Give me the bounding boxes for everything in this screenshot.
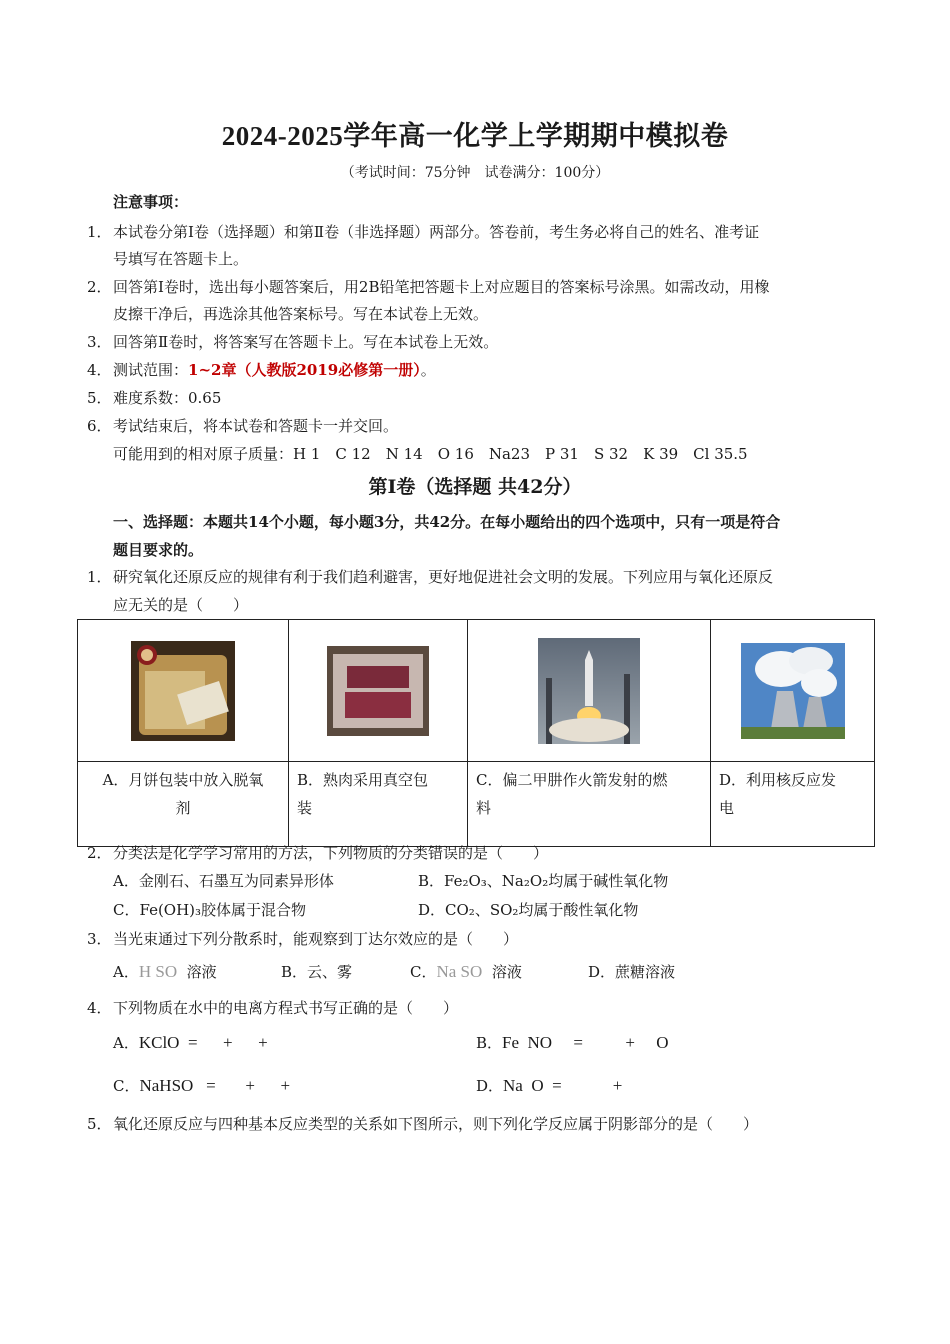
q4-option-b (476, 1032, 669, 1053)
option-label: A． (113, 963, 139, 981)
option-text: 溶液 (186, 963, 217, 981)
q2-option-b: B．Fe₂O₃、Na₂O₂均属于碱性氧化物 (418, 872, 669, 890)
question-stem: 下列物质在水中的电离方程式书写正确的是（ ） (113, 999, 459, 1017)
q1-image-cell-a (78, 620, 289, 762)
q2-option-a: A．金刚石、石墨互为同素异形体 (113, 872, 334, 890)
option-label: C． (113, 1077, 140, 1095)
notice-heading: 注意事项： (113, 193, 189, 211)
question-1-cont: 应无关的是（ ） (113, 596, 249, 614)
section-instructions-cont: 题目要求的。 (113, 541, 204, 559)
question-number: 4． (87, 999, 112, 1017)
q2-option-c: C．Fe(OH)₃胶体属于混合物 (113, 901, 307, 919)
question-4 (87, 997, 458, 1018)
page-title: 2024-2025学年高一化学上学期期中模拟卷 (221, 121, 729, 151)
question-stem: 分类法是化学学习常用的方法，下列物质的分类错误的是（ ） (113, 844, 549, 862)
question-number: 2． (87, 844, 112, 862)
atomic-masses: 可能用到的相对原子质量：H 1 C 12 N 14 O 16 Na23 P 31 S 32 K 39 Cl 35.5 (113, 445, 748, 463)
mooncake-package-image (131, 641, 235, 741)
question-number: 5． (87, 1115, 112, 1133)
option-line: A．月饼包装中放入脱氧 (102, 771, 264, 789)
q1-options-table (77, 619, 875, 847)
option-line: 剂 (175, 799, 191, 817)
notice-item-4 (87, 359, 436, 380)
formula: Na SO (436, 962, 483, 981)
q3-option-a (113, 961, 217, 982)
q1-option-d (711, 762, 875, 847)
item-line: 回答第Ⅰ卷时，选出每小题答案后，用2B铅笔把答题卡上对应题目的答案标号涂黑。如需改动，用橡 (113, 278, 770, 296)
question-1 (87, 566, 773, 587)
q1-image-cell-d (711, 620, 875, 762)
rocket-launch-image (538, 638, 640, 744)
notice-item-2-cont: 皮擦干净后，再选涂其他答案标号。写在本试卷上无效。 (113, 305, 489, 323)
item-number: 5． (87, 389, 112, 407)
q1-option-a (78, 762, 289, 847)
item-line: 本试卷分第Ⅰ卷（选择题）和第Ⅱ卷（非选择题）两部分。答卷前，考生务必将自己的姓名、准考证 (113, 223, 760, 241)
item-suffix: 。 (420, 361, 436, 379)
notice-item-3 (87, 331, 498, 352)
equation: NaHSO = + + (139, 1076, 291, 1095)
option-text: 溶液 (491, 963, 522, 981)
option-label: D． (476, 1077, 504, 1095)
notice-item-6 (87, 415, 398, 436)
q1-image-cell-b (289, 620, 468, 762)
option-line: B．熟肉采用真空包 (297, 771, 429, 789)
q1-option-b (289, 762, 468, 847)
item-number: 2． (87, 278, 112, 296)
question-stem: 当光束通过下列分散系时，能观察到丁达尔效应的是（ ） (113, 930, 519, 948)
option-line: D．利用核反应发 (719, 771, 837, 789)
q3-option-b: B．云、雾 (281, 963, 353, 981)
question-2 (87, 842, 548, 863)
notice-item-2 (87, 276, 770, 297)
question-stem: 氧化还原反应与四种基本反应类型的关系如下图所示，则下列化学反应属于阴影部分的是（ ） (113, 1115, 759, 1133)
question-5 (87, 1113, 758, 1134)
vacuum-meat-image (327, 646, 429, 736)
item-number: 3． (87, 333, 112, 351)
notice-item-1 (87, 221, 759, 242)
option-line: 电 (719, 799, 735, 817)
item-number: 6． (87, 417, 112, 435)
q1-image-cell-c (468, 620, 711, 762)
option-label: A． (113, 1034, 139, 1052)
formula: H SO (138, 962, 178, 981)
equation: Na O = + (503, 1076, 623, 1095)
item-line: 难度系数：0.65 (113, 389, 222, 407)
q3-option-c (410, 961, 522, 982)
test-scope: 1~2章（人教版2019必修第一册） (188, 361, 421, 379)
option-line: 装 (297, 799, 313, 817)
option-label: B． (476, 1034, 503, 1052)
question-number: 3． (87, 930, 112, 948)
option-label: C． (410, 963, 437, 981)
notice-item-1-cont: 号填写在答题卡上。 (113, 250, 249, 268)
q4-option-c (113, 1075, 290, 1096)
section-instructions: 一、选择题：本题共14个小题，每小题3分，共42分。在每小题给出的四个选项中，只有一项是符合 (113, 513, 781, 531)
q1-option-c (468, 762, 711, 847)
exam-info: （考试时间：75分钟 试卷满分：100分） (340, 165, 610, 181)
equation: Fe NO = + O (502, 1033, 669, 1052)
item-number: 1． (87, 223, 112, 241)
item-line: 回答第Ⅱ卷时，将答案写在答题卡上。写在本试卷上无效。 (113, 333, 499, 351)
equation: KClO = + + (138, 1033, 268, 1052)
question-3 (87, 928, 518, 949)
item-number: 4． (87, 361, 112, 379)
question-stem: 研究氧化还原反应的规律有利于我们趋利避害，更好地促进社会文明的发展。下列应用与氧化还原反 (113, 568, 774, 586)
option-line: 料 (476, 799, 492, 817)
q4-option-d (476, 1075, 622, 1096)
option-line: C．偏二甲肼作火箭发射的燃 (476, 771, 668, 789)
nuclear-plant-image (741, 643, 845, 739)
q4-option-a (113, 1032, 268, 1053)
section-title: 第Ⅰ卷（选择题 共42分） (368, 476, 582, 498)
q2-option-d: D．CO₂、SO₂均属于酸性氧化物 (418, 901, 639, 919)
question-number: 1． (87, 568, 112, 586)
notice-item-5 (87, 387, 221, 408)
item-prefix: 测试范围： (113, 361, 189, 379)
item-line: 考试结束后，将本试卷和答题卡一并交回。 (113, 417, 399, 435)
q3-option-d: D．蔗糖溶液 (588, 963, 676, 981)
